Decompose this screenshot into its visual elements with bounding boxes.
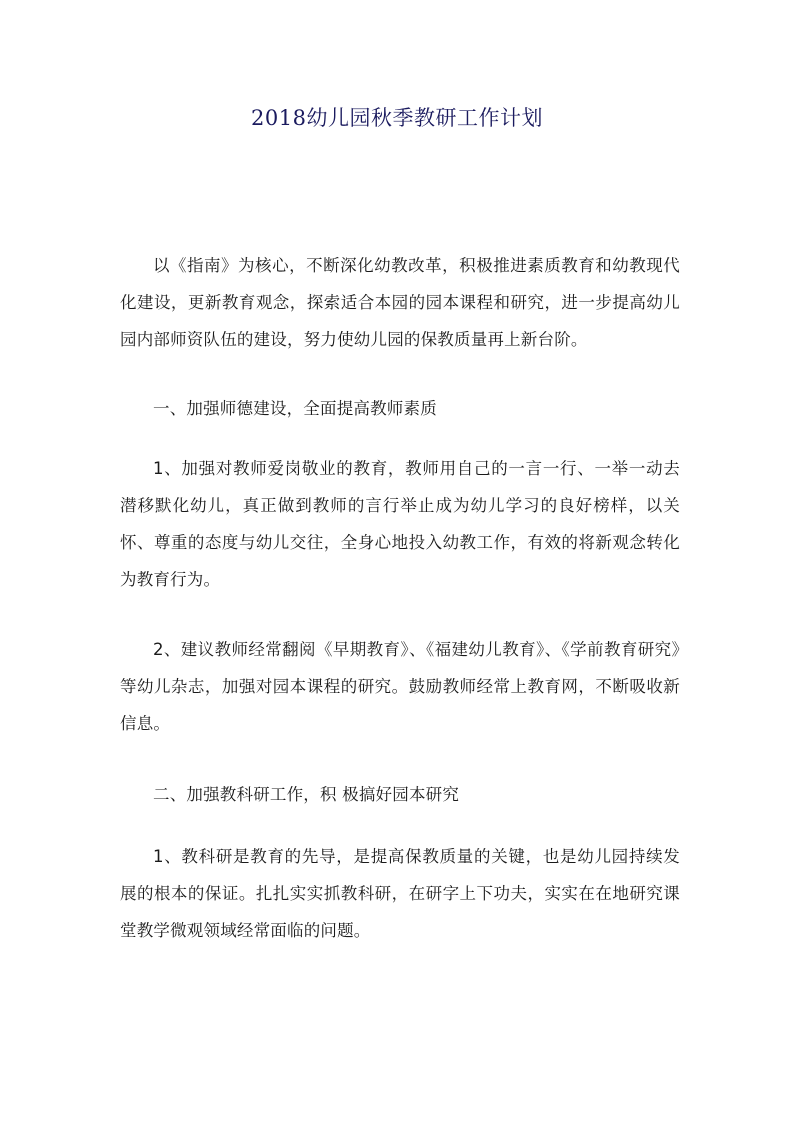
section2-heading-block — [120, 776, 680, 813]
section1-item1-paragraph: 1、加强对教师爱岗敬业的教育，教师用自己的一言一行、一举一动去潜移默化幼儿，真正做到教师的言行举止成为幼儿学习的良好榜样，以关怀、尊重的态度与幼儿交往，全身心地投入幼教工作，有效的将新观念转化为教育行为。 — [120, 459, 680, 589]
section1-item2-paragraph: 2、建议教师经常翻阅《早期教育》、《福建幼儿教育》、《学前教育研究》等幼儿杂志，加强对园本课程的研究。鼓励教师经常上教育网，不断吸收新信息。 — [120, 640, 680, 733]
intro-paragraph: 以《指南》为核心，不断深化幼教改革，积极推进素质教育和幼教现代化建设，更新教育观念，探索适合本园的园本课程和研究，进一步提高幼儿园内部师资队伍的建设，努力使幼儿园的保教质量再上新台阶。 — [120, 256, 680, 349]
section1-item1-block — [120, 450, 680, 598]
section1-item2-block — [120, 631, 680, 742]
section2-item1-block — [120, 838, 680, 949]
section2-heading: 二、加强教科研工作，积 极搞好园本研究 — [153, 785, 460, 804]
intro-block — [120, 247, 680, 358]
section2-item1-paragraph: 1、教科研是教育的先导，是提高保教质量的关键，也是幼儿园持续发展的根本的保证。扎扎实实抓教科研，在研字上下功夫，实实在在地研究课堂教学微观领域经常面临的问题。 — [120, 847, 680, 940]
section1-heading: 一、加强师德建设，全面提高教师素质 — [153, 399, 437, 418]
section1-heading-block — [120, 390, 680, 427]
document-title: 2018幼儿园秋季教研工作计划 — [251, 106, 543, 130]
